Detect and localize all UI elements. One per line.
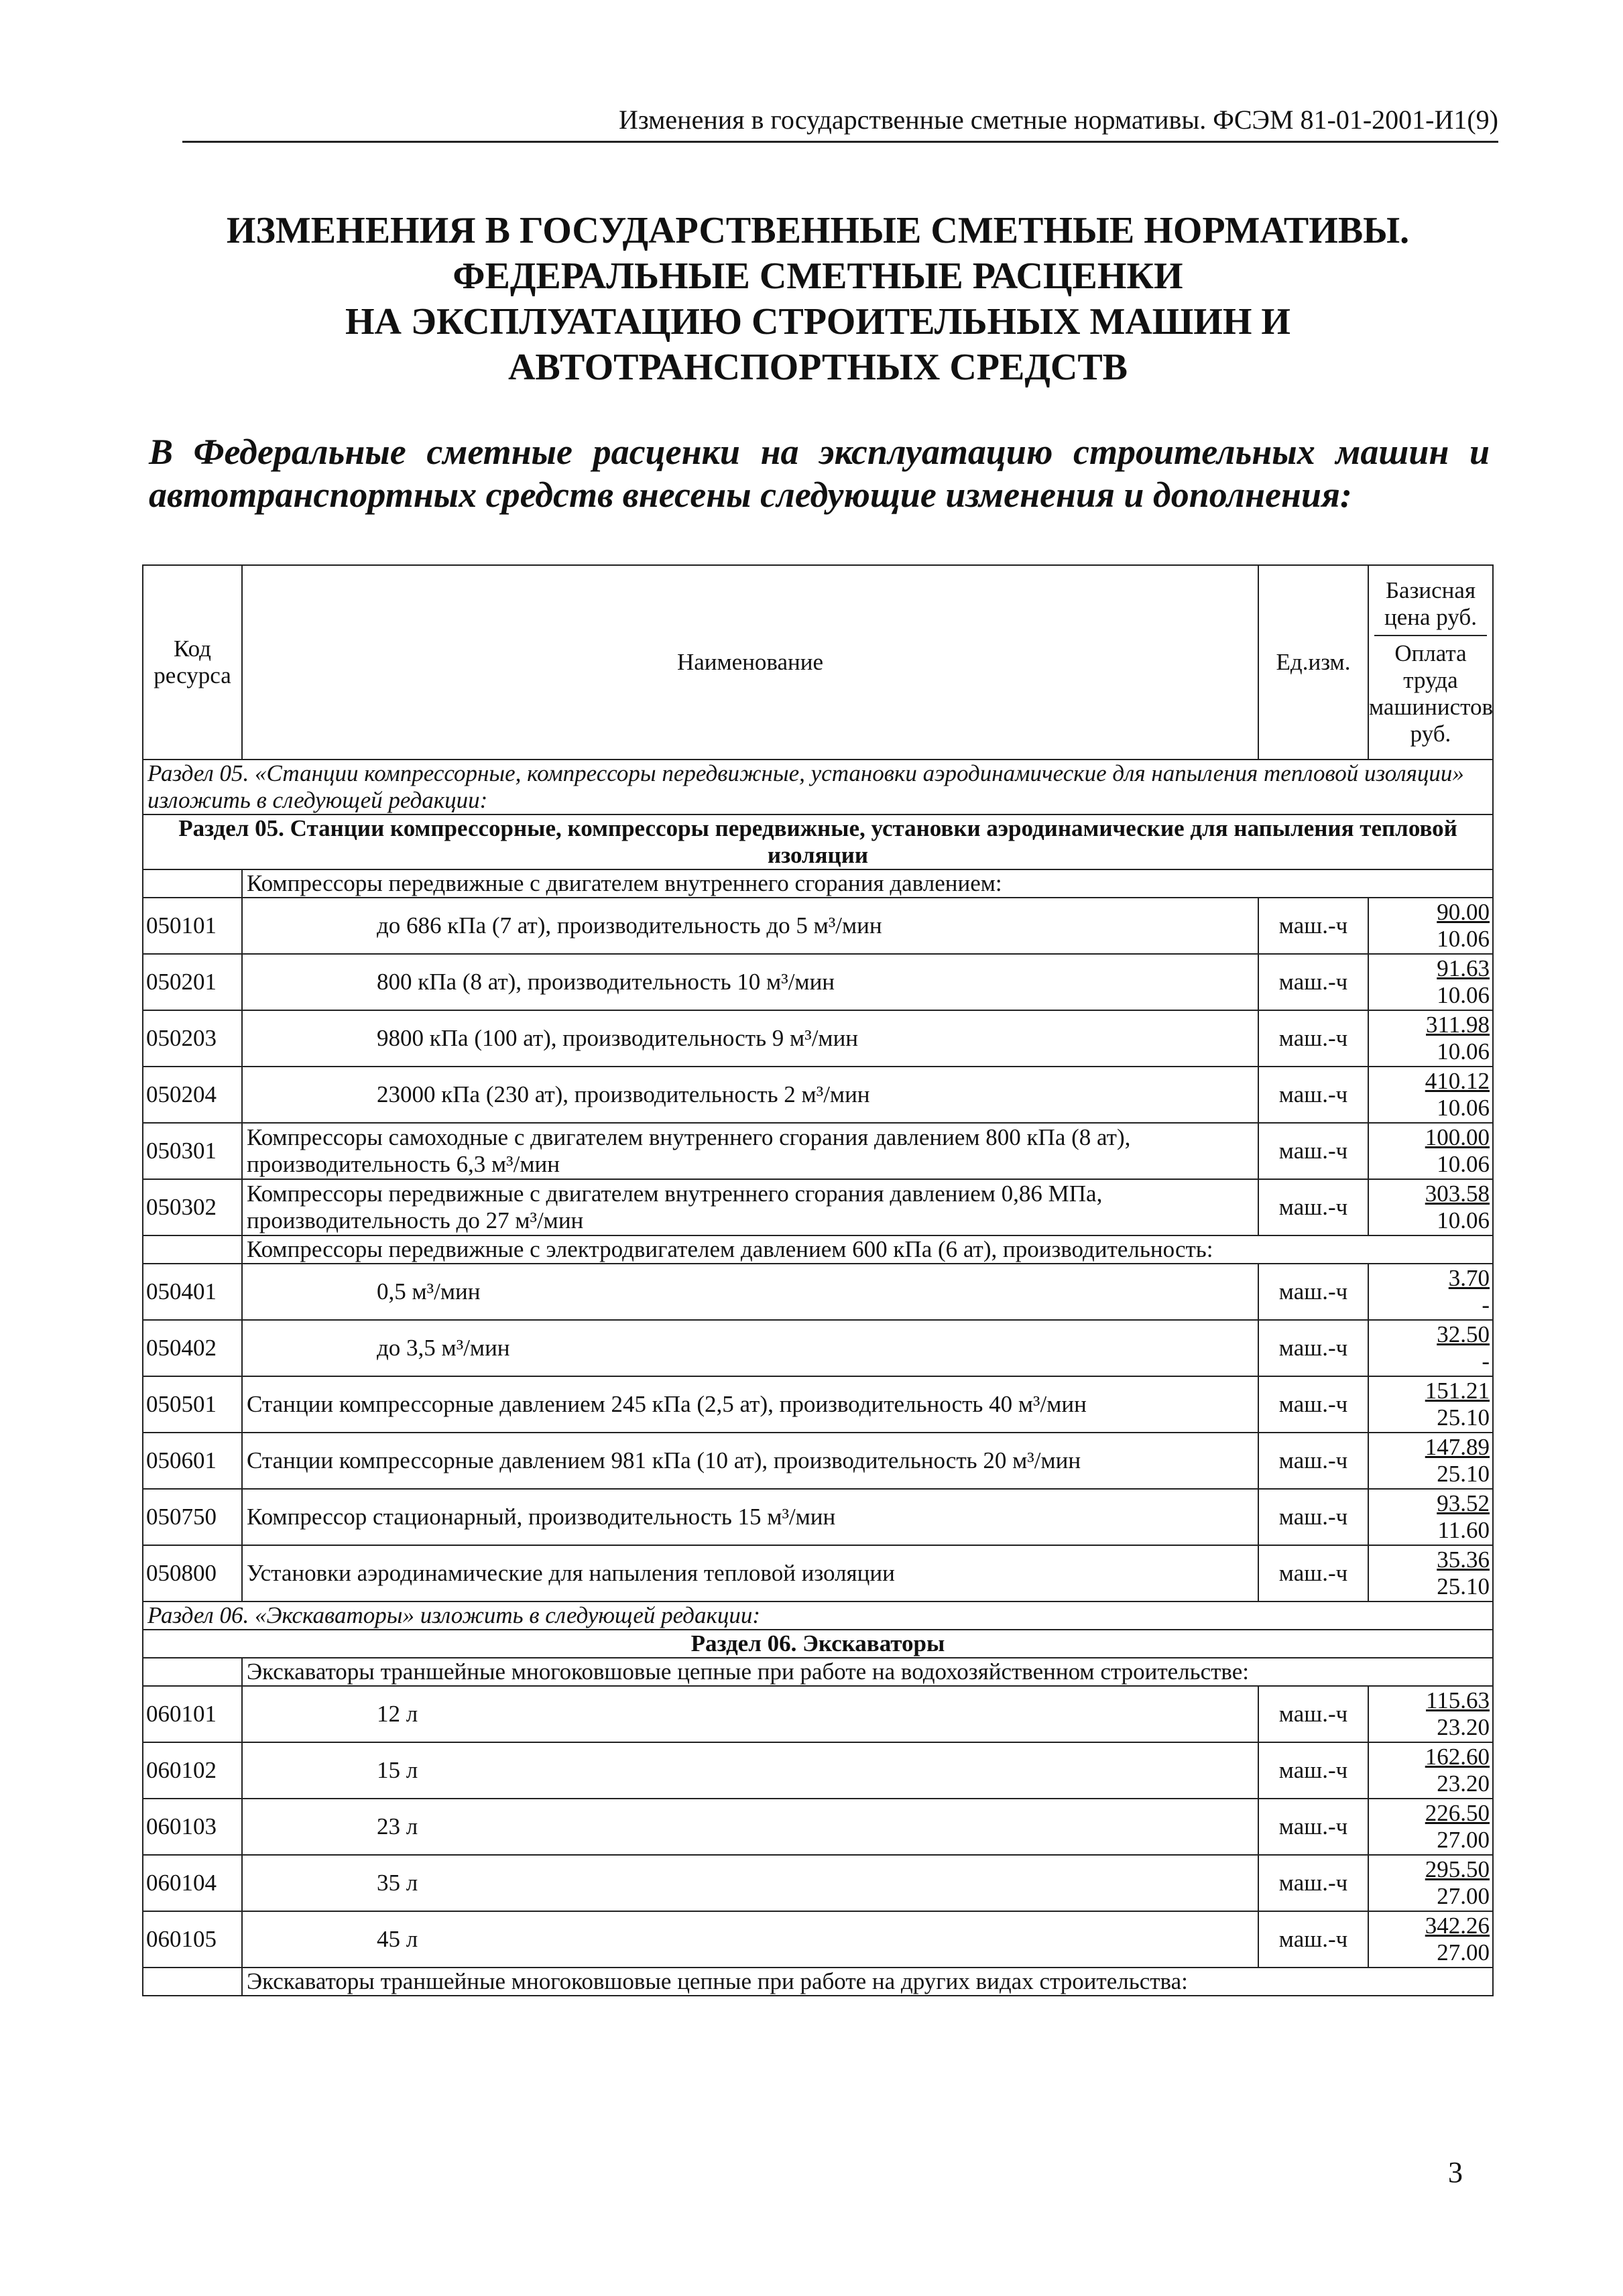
operator-wage: - [1482, 1292, 1490, 1318]
resource-price [1368, 1489, 1493, 1545]
header-code: Код ресурса [143, 565, 242, 760]
table-row [143, 1179, 1493, 1235]
base-price: 410.12 [1425, 1068, 1490, 1094]
resource-name: Станции компрессорные давлением 981 кПа (10 ат), производительность 20 м³/мин [242, 1433, 1258, 1489]
table-row [143, 1320, 1493, 1376]
table-row [143, 1911, 1493, 1968]
base-price: 147.89 [1425, 1434, 1490, 1460]
resource-code: 050204 [143, 1067, 242, 1123]
table-row [143, 1799, 1493, 1855]
table-row [143, 1433, 1493, 1489]
operator-wage: 23.20 [1437, 1714, 1490, 1740]
operator-wage: 10.06 [1437, 926, 1490, 952]
resource-unit: маш.-ч [1258, 1855, 1368, 1911]
resource-name: Компрессоры самоходные с двигателем внутреннего сгорания давлением 800 кПа (8 ат), производительность 6,3 м³/мин [242, 1123, 1258, 1179]
section-06-group-1-row [143, 1658, 1493, 1686]
table-row [143, 1067, 1493, 1123]
section-05-note: Раздел 05. «Станции компрессорные, компрессоры передвижные, установки аэродинамические для напыления тепловой изоляции» изложить в следующей редакции: [143, 760, 1493, 814]
base-price: 162.60 [1425, 1744, 1490, 1770]
resource-name: 0,5 м³/мин [242, 1264, 1258, 1320]
resource-unit: маш.-ч [1258, 954, 1368, 1010]
header-name: Наименование [242, 565, 1258, 760]
resource-price [1368, 1010, 1493, 1067]
table-row [143, 1545, 1493, 1602]
resource-name: 23 л [242, 1799, 1258, 1855]
section-06-group-2-row [143, 1968, 1493, 1996]
resource-code: 050501 [143, 1376, 242, 1433]
resource-price [1368, 1320, 1493, 1376]
operator-wage: 25.10 [1437, 1461, 1490, 1487]
operator-wage: 27.00 [1437, 1827, 1490, 1853]
resource-code: 050201 [143, 954, 242, 1010]
resource-unit: маш.-ч [1258, 1123, 1368, 1179]
resource-unit: маш.-ч [1258, 1911, 1368, 1968]
intro-paragraph: В Федеральные сметные расценки на эксплуатацию строительных машин и автотранспортных средств внесены следующие изменения и дополнения: [149, 432, 1490, 515]
document-title [147, 208, 1488, 390]
running-header: Изменения в государственные сметные нормативы. ФСЭМ 81-01-2001-И1(9) [182, 101, 1498, 143]
resource-name: до 686 кПа (7 ат), производительность до 5 м³/мин [242, 898, 1258, 954]
table-row [143, 898, 1493, 954]
resource-code: 050601 [143, 1433, 242, 1489]
resource-unit: маш.-ч [1258, 1179, 1368, 1235]
resource-unit: маш.-ч [1258, 1545, 1368, 1602]
resource-unit: маш.-ч [1258, 1376, 1368, 1433]
resource-name: 45 л [242, 1911, 1258, 1968]
base-price: 295.50 [1425, 1856, 1490, 1882]
section-05-group-2-row [143, 1235, 1493, 1264]
resource-price [1368, 1179, 1493, 1235]
resource-unit: маш.-ч [1258, 1742, 1368, 1799]
resource-code: 050800 [143, 1545, 242, 1602]
resource-name: 9800 кПа (100 ат), производительность 9 м³/мин [242, 1010, 1258, 1067]
resource-price [1368, 1545, 1493, 1602]
operator-wage: 11.60 [1437, 1517, 1490, 1543]
base-price: 35.36 [1437, 1547, 1490, 1573]
title-line-1: ИЗМЕНЕНИЯ В ГОСУДАРСТВЕННЫЕ СМЕТНЫЕ НОРМАТИВЫ. [226, 210, 1410, 251]
resource-unit: маш.-ч [1258, 1067, 1368, 1123]
table-row [143, 1010, 1493, 1067]
base-price: 90.00 [1437, 899, 1490, 925]
resource-unit: маш.-ч [1258, 1489, 1368, 1545]
table-row [143, 1855, 1493, 1911]
title-line-2: ФЕДЕРАЛЬНЫЕ СМЕТНЫЕ РАСЦЕНКИ [453, 255, 1183, 297]
resource-name: 12 л [242, 1686, 1258, 1742]
section-05-group-2: Компрессоры передвижные с электродвигателем давлением 600 кПа (6 ат), производительность: [242, 1235, 1493, 1264]
table-row [143, 1686, 1493, 1742]
resource-unit: маш.-ч [1258, 1010, 1368, 1067]
table-header-row [143, 565, 1493, 760]
resource-code: 050750 [143, 1489, 242, 1545]
title-line-3: НА ЭКСПЛУАТАЦИЮ СТРОИТЕЛЬНЫХ МАШИН И [345, 301, 1290, 343]
base-price: 32.50 [1437, 1321, 1490, 1347]
operator-wage: 27.00 [1437, 1939, 1490, 1966]
resource-unit: маш.-ч [1258, 1320, 1368, 1376]
base-price: 342.26 [1425, 1913, 1490, 1939]
base-price: 3.70 [1448, 1265, 1490, 1291]
section-06-group-1: Экскаваторы траншейные многоковшовые цепные при работе на водохозяйственном строительстве: [242, 1658, 1493, 1686]
resource-unit: маш.-ч [1258, 1686, 1368, 1742]
resource-code: 050203 [143, 1010, 242, 1067]
resource-unit: маш.-ч [1258, 1264, 1368, 1320]
resource-price [1368, 1742, 1493, 1799]
section-06-title: Раздел 06. Экскаваторы [143, 1630, 1493, 1658]
base-price: 100.00 [1425, 1124, 1490, 1150]
header-price-top: Базисная цена руб. [1374, 573, 1487, 636]
operator-wage: 10.06 [1437, 982, 1490, 1008]
resource-name: Станции компрессорные давлением 245 кПа (2,5 ат), производительность 40 м³/мин [242, 1376, 1258, 1433]
resource-name: 800 кПа (8 ат), производительность 10 м³/мин [242, 954, 1258, 1010]
resource-price [1368, 1376, 1493, 1433]
section-05-title-row [143, 814, 1493, 869]
resource-code: 050302 [143, 1179, 242, 1235]
page-number: 3 [1448, 2156, 1463, 2189]
table-row [143, 1264, 1493, 1320]
base-price: 91.63 [1437, 955, 1490, 981]
operator-wage: 25.10 [1437, 1573, 1490, 1599]
operator-wage: 10.06 [1437, 1095, 1490, 1121]
section-06-rows [143, 1686, 1493, 1968]
section-05-note-row [143, 760, 1493, 814]
resource-price [1368, 1686, 1493, 1742]
title-line-4: АВТОТРАНСПОРТНЫХ СРЕДСТВ [507, 347, 1128, 388]
resource-price [1368, 1067, 1493, 1123]
resource-price [1368, 1799, 1493, 1855]
operator-wage: 10.06 [1437, 1207, 1490, 1233]
base-price: 151.21 [1425, 1378, 1490, 1404]
resource-code: 050101 [143, 898, 242, 954]
resource-price [1368, 1264, 1493, 1320]
resource-name: Компрессор стационарный, производительность 15 м³/мин [242, 1489, 1258, 1545]
operator-wage: 10.06 [1437, 1038, 1490, 1065]
resource-price [1368, 1911, 1493, 1968]
table-row [143, 1742, 1493, 1799]
resource-unit: маш.-ч [1258, 1433, 1368, 1489]
base-price: 115.63 [1426, 1687, 1490, 1713]
resource-unit: маш.-ч [1258, 1799, 1368, 1855]
operator-wage: 10.06 [1437, 1151, 1490, 1177]
operator-wage: 25.10 [1437, 1404, 1490, 1431]
resource-code: 050301 [143, 1123, 242, 1179]
operator-wage: 27.00 [1437, 1883, 1490, 1909]
base-price: 311.98 [1426, 1012, 1490, 1038]
resource-code: 060102 [143, 1742, 242, 1799]
resource-price [1368, 1855, 1493, 1911]
resource-code: 060104 [143, 1855, 242, 1911]
table-row [143, 1123, 1493, 1179]
resource-price [1368, 898, 1493, 954]
section-05-title: Раздел 05. Станции компрессорные, компрессоры передвижные, установки аэродинамические для напыления тепловой изоляции [143, 814, 1493, 869]
table-row [143, 954, 1493, 1010]
resource-name: Установки аэродинамические для напыления тепловой изоляции [242, 1545, 1258, 1602]
resource-code: 060105 [143, 1911, 242, 1968]
base-price: 226.50 [1425, 1800, 1490, 1826]
operator-wage: - [1482, 1348, 1490, 1374]
table-row [143, 1489, 1493, 1545]
section-06-title-row [143, 1630, 1493, 1658]
section-05-group-1-row [143, 869, 1493, 898]
resource-price [1368, 1123, 1493, 1179]
rates-table [142, 564, 1494, 1996]
section-06-note-row [143, 1602, 1493, 1630]
resource-name: до 3,5 м³/мин [242, 1320, 1258, 1376]
section-06-note: Раздел 06. «Экскаваторы» изложить в следующей редакции: [143, 1602, 1493, 1630]
section-05-rows-b [143, 1264, 1493, 1602]
header-price [1368, 565, 1493, 760]
section-06-group-2: Экскаваторы траншейные многоковшовые цепные при работе на других видах строительства: [242, 1968, 1493, 1996]
resource-name: 23000 кПа (230 ат), производительность 2 м³/мин [242, 1067, 1258, 1123]
section-05-group-1: Компрессоры передвижные с двигателем внутреннего сгорания давлением: [242, 869, 1493, 898]
resource-price [1368, 1433, 1493, 1489]
resource-unit: маш.-ч [1258, 898, 1368, 954]
resource-code: 060103 [143, 1799, 242, 1855]
resource-name: 35 л [242, 1855, 1258, 1911]
header-price-bottom: Оплата труда машинистов руб. [1369, 640, 1493, 747]
operator-wage: 23.20 [1437, 1770, 1490, 1797]
resource-code: 050401 [143, 1264, 242, 1320]
resource-price [1368, 954, 1493, 1010]
table-row [143, 1376, 1493, 1433]
base-price: 93.52 [1437, 1490, 1490, 1516]
header-unit: Ед.изм. [1258, 565, 1368, 760]
resource-code: 050402 [143, 1320, 242, 1376]
resource-name: Компрессоры передвижные с двигателем внутреннего сгорания давлением 0,86 МПа, производительность до 27 м³/мин [242, 1179, 1258, 1235]
resource-name: 15 л [242, 1742, 1258, 1799]
section-05-rows-a [143, 898, 1493, 1235]
resource-code: 060101 [143, 1686, 242, 1742]
base-price: 303.58 [1425, 1181, 1490, 1207]
